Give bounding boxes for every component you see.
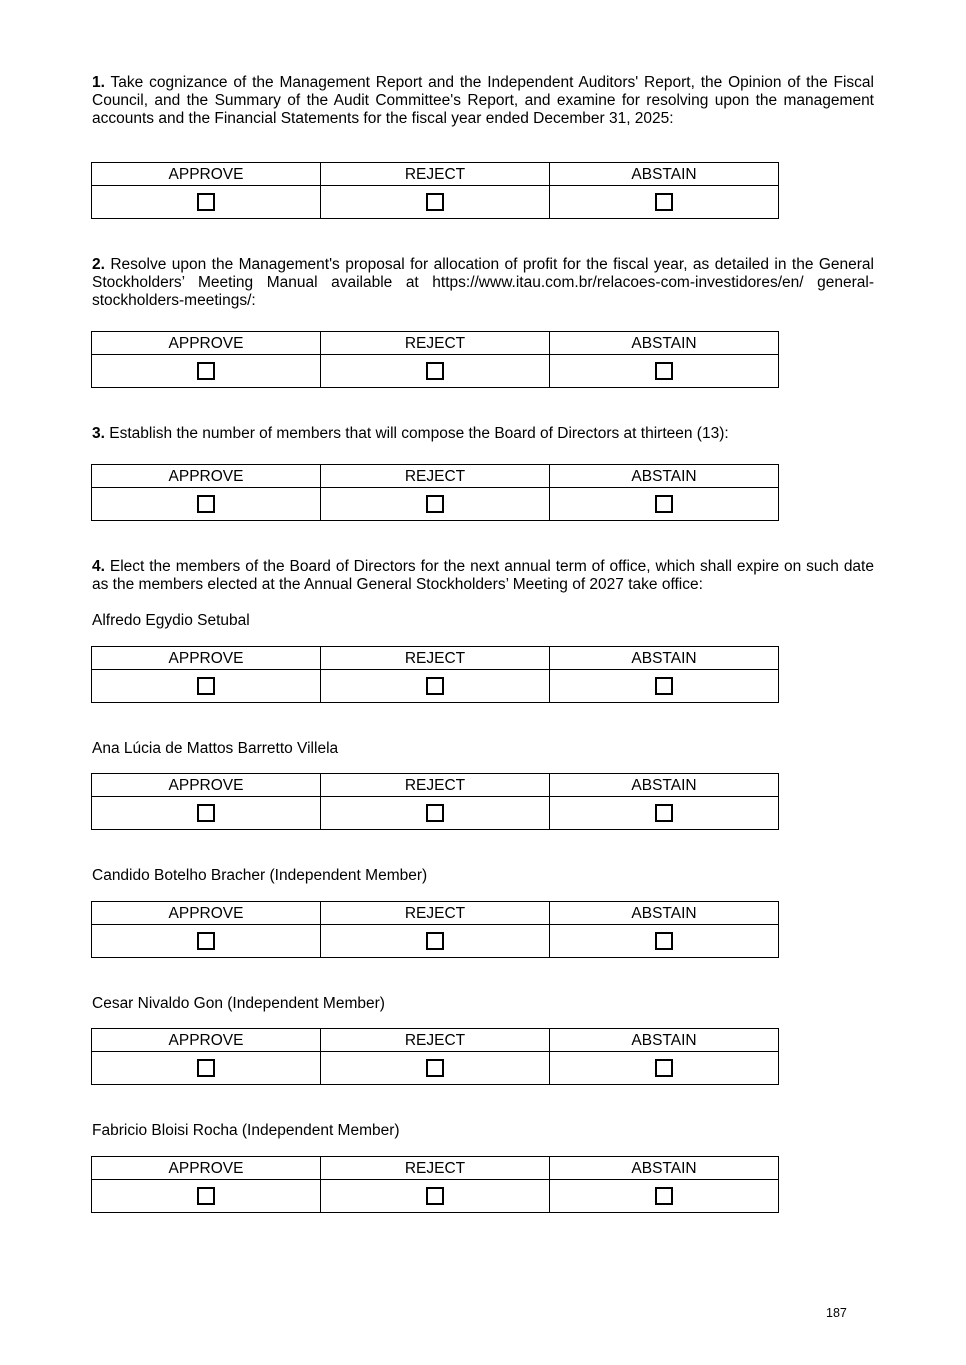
abstain-checkbox[interactable]: [655, 1059, 673, 1077]
option-reject: REJECT: [321, 1029, 550, 1052]
option-approve: APPROVE: [92, 163, 321, 186]
option-reject: REJECT: [321, 647, 550, 670]
abstain-checkbox[interactable]: [655, 193, 673, 211]
candidate-name: Candido Botelho Bracher (Independent Member): [92, 867, 428, 884]
reject-checkbox[interactable]: [426, 1059, 444, 1077]
option-abstain: ABSTAIN: [550, 1157, 779, 1180]
item-number: 2.: [92, 256, 105, 273]
option-approve: APPROVE: [92, 1029, 321, 1052]
option-abstain: ABSTAIN: [550, 647, 779, 670]
option-abstain: ABSTAIN: [550, 332, 779, 355]
candidate-3: [92, 867, 874, 885]
page-number: 187: [826, 1306, 847, 1320]
item-2: [92, 256, 874, 310]
approve-checkbox[interactable]: [197, 495, 215, 513]
approve-checkbox[interactable]: [197, 1187, 215, 1205]
reject-checkbox[interactable]: [426, 193, 444, 211]
abstain-checkbox[interactable]: [655, 362, 673, 380]
reject-checkbox[interactable]: [426, 362, 444, 380]
candidate-name: Ana Lúcia de Mattos Barretto Villela: [92, 740, 339, 757]
approve-checkbox[interactable]: [197, 1059, 215, 1077]
option-approve: APPROVE: [92, 902, 321, 925]
abstain-checkbox[interactable]: [655, 1187, 673, 1205]
abstain-checkbox[interactable]: [655, 932, 673, 950]
reject-checkbox[interactable]: [426, 677, 444, 695]
candidate-name: Cesar Nivaldo Gon (Independent Member): [92, 995, 385, 1012]
abstain-checkbox[interactable]: [655, 677, 673, 695]
candidate-name: Alfredo Egydio Setubal: [92, 612, 250, 629]
abstain-checkbox[interactable]: [655, 495, 673, 513]
option-reject: REJECT: [321, 163, 550, 186]
option-abstain: ABSTAIN: [550, 774, 779, 797]
item-description: Establish the number of members that will compose the Board of Directors at thirteen (13):: [109, 425, 729, 442]
candidate-2: [92, 740, 874, 758]
vote-table-item-1: [91, 162, 779, 219]
approve-checkbox[interactable]: [197, 804, 215, 822]
item-4: [92, 558, 874, 594]
vote-table-candidate-2: [91, 773, 779, 830]
candidate-name: Fabricio Bloisi Rocha (Independent Member): [92, 1122, 400, 1139]
option-reject: REJECT: [321, 465, 550, 488]
option-reject: REJECT: [321, 902, 550, 925]
candidate-5: [92, 1122, 874, 1140]
item-number: 1.: [92, 74, 105, 91]
item-description: Elect the members of the Board of Directors for the next annual term of office, which shall expire on such date as the members elected at the Annual General Stockholders’ Meeting of 2027 take office:: [92, 558, 874, 593]
item-3-text: [92, 425, 874, 443]
item-description: Take cognizance of the Management Report and the Independent Auditors' Report, the Opinion of the Fiscal Council, and the Summary of the Audit Committee's Report, and examine for resolving upon the management accounts and the Financial Statements for the fiscal year ended December 31, 2025:: [92, 74, 874, 127]
option-approve: APPROVE: [92, 465, 321, 488]
reject-checkbox[interactable]: [426, 495, 444, 513]
item-number: 4.: [92, 558, 105, 575]
option-abstain: ABSTAIN: [550, 465, 779, 488]
reject-checkbox[interactable]: [426, 804, 444, 822]
reject-checkbox[interactable]: [426, 1187, 444, 1205]
vote-table-candidate-3: [91, 901, 779, 958]
vote-table-candidate-5: [91, 1156, 779, 1213]
item-3: [92, 425, 874, 443]
abstain-checkbox[interactable]: [655, 804, 673, 822]
reject-checkbox[interactable]: [426, 932, 444, 950]
approve-checkbox[interactable]: [197, 362, 215, 380]
option-approve: APPROVE: [92, 647, 321, 670]
item-1-text: [92, 74, 874, 128]
vote-table-candidate-1: [91, 646, 779, 703]
vote-table-candidate-4: [91, 1028, 779, 1085]
option-approve: APPROVE: [92, 1157, 321, 1180]
candidate-1: [92, 612, 874, 630]
option-abstain: ABSTAIN: [550, 902, 779, 925]
item-number: 3.: [92, 425, 105, 442]
option-reject: REJECT: [321, 774, 550, 797]
item-4-text: [92, 558, 874, 594]
item-2-text: [92, 256, 874, 310]
approve-checkbox[interactable]: [197, 193, 215, 211]
vote-table-item-3: [91, 464, 779, 521]
candidate-4: [92, 995, 874, 1013]
approve-checkbox[interactable]: [197, 932, 215, 950]
item-1: [92, 74, 874, 128]
option-reject: REJECT: [321, 332, 550, 355]
option-approve: APPROVE: [92, 774, 321, 797]
approve-checkbox[interactable]: [197, 677, 215, 695]
option-abstain: ABSTAIN: [550, 1029, 779, 1052]
option-approve: APPROVE: [92, 332, 321, 355]
vote-table-item-2: [91, 331, 779, 388]
item-description: Resolve upon the Management's proposal for allocation of profit for the fiscal year, as detailed in the General Stockholders’ Meeting Manual available at https://www.itau.com.br/relacoes-com-investidores/en/ general-stockholders-meetings/:: [92, 256, 874, 309]
option-abstain: ABSTAIN: [550, 163, 779, 186]
option-reject: REJECT: [321, 1157, 550, 1180]
